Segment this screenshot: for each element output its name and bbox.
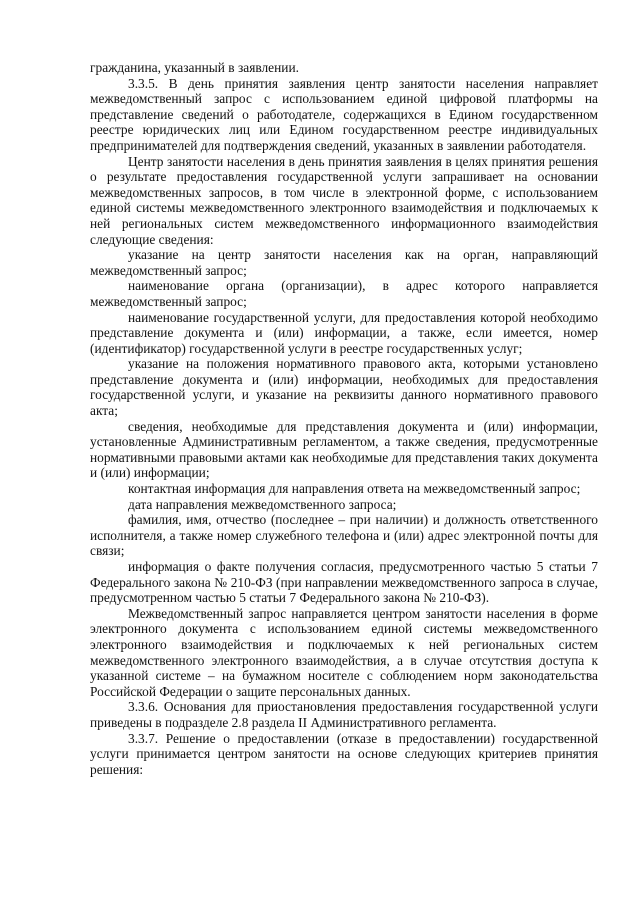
list-item: указание на центр занятости населения как на орган, направляющий межведомственный запрос; — [90, 247, 598, 278]
paragraph-interagency-info: Центр занятости населения в день принятия заявления в целях принятия решения о результате предоставления государственной услуги запрашивает на основании межведомственных запросов, в том числе в электронной форме, с использованием единой системы межведомственного электронного взаимодействия и подключаемых к ней региональных систем межведомственного информационного взаимодействия следующие сведения: — [90, 153, 598, 247]
list-item: наименование органа (организации), в адрес которого направляется межведомственный запрос; — [90, 278, 598, 309]
list-item: наименование государственной услуги, для предоставления которой необходимо представление документа и (или) информации, а также, если имеется, номер (идентификатор) государственной услуги в реестре государственных услуг; — [90, 309, 598, 356]
paragraph-3-3-7: 3.3.7. Решение о предоставлении (отказе в предоставлении) государственной услуги принимается центром занятости на основе следующих критериев принятия решения: — [90, 730, 598, 777]
document-page — [90, 60, 598, 777]
paragraph-3-3-6: 3.3.6. Основания для приостановления предоставления государственной услуги приведены в подразделе 2.8 раздела II Административного регламента. — [90, 699, 598, 730]
list-item: указание на положения нормативного правового акта, которыми установлено представление документа и (или) информации, необходимых для предоставления государственной услуги, и указание на реквизиты данного нормативного правового акта; — [90, 356, 598, 419]
paragraph-3-3-5: 3.3.5. В день принятия заявления центр занятости населения направляет межведомственный запрос с использованием единой цифровой платформы на представление сведений о работодателе, содержащихся в Едином государственном реестре юридических лиц или Едином государственном реестре индивидуальных предпринимателей для подтверждения сведений, указанных в заявлении работодателя. — [90, 75, 598, 153]
list-item: фамилия, имя, отчество (последнее – при наличии) и должность ответственного исполнителя, а также номер служебного телефона и (или) адрес электронной почты для связи; — [90, 512, 598, 559]
list-item: дата направления межведомственного запроса; — [128, 496, 397, 512]
paragraph-request-form: Межведомственный запрос направляется центром занятости населения в форме электронного документа с использованием единой системы межведомственного электронного взаимодействия и подключаемых к ней региональных систем межведомственного электронного взаимодействия, а в случае отсутствия доступа к указанной системе – на бумажном носителе с соблюдением норм законодательства Российской Федерации о защите персональных данных. — [90, 605, 598, 699]
list-item: сведения, необходимые для представления документа и (или) информации, установленные Административным регламентом, а также сведения, предусмотренные нормативными правовыми актами как необходимые для представления таких документа и (или) информации; — [90, 418, 598, 481]
list-item: информация о факте получения согласия, предусмотренного частью 5 статьи 7 Федерального закона № 210-ФЗ (при направлении межведомственного запроса в случае, предусмотренном частью 5 статьи 7 Федерального закона № 210-ФЗ). — [90, 559, 598, 606]
paragraph-continuation: гражданина, указанный в заявлении. — [90, 60, 299, 75]
list-item: контактная информация для направления ответа на межведомственный запрос; — [128, 481, 581, 497]
